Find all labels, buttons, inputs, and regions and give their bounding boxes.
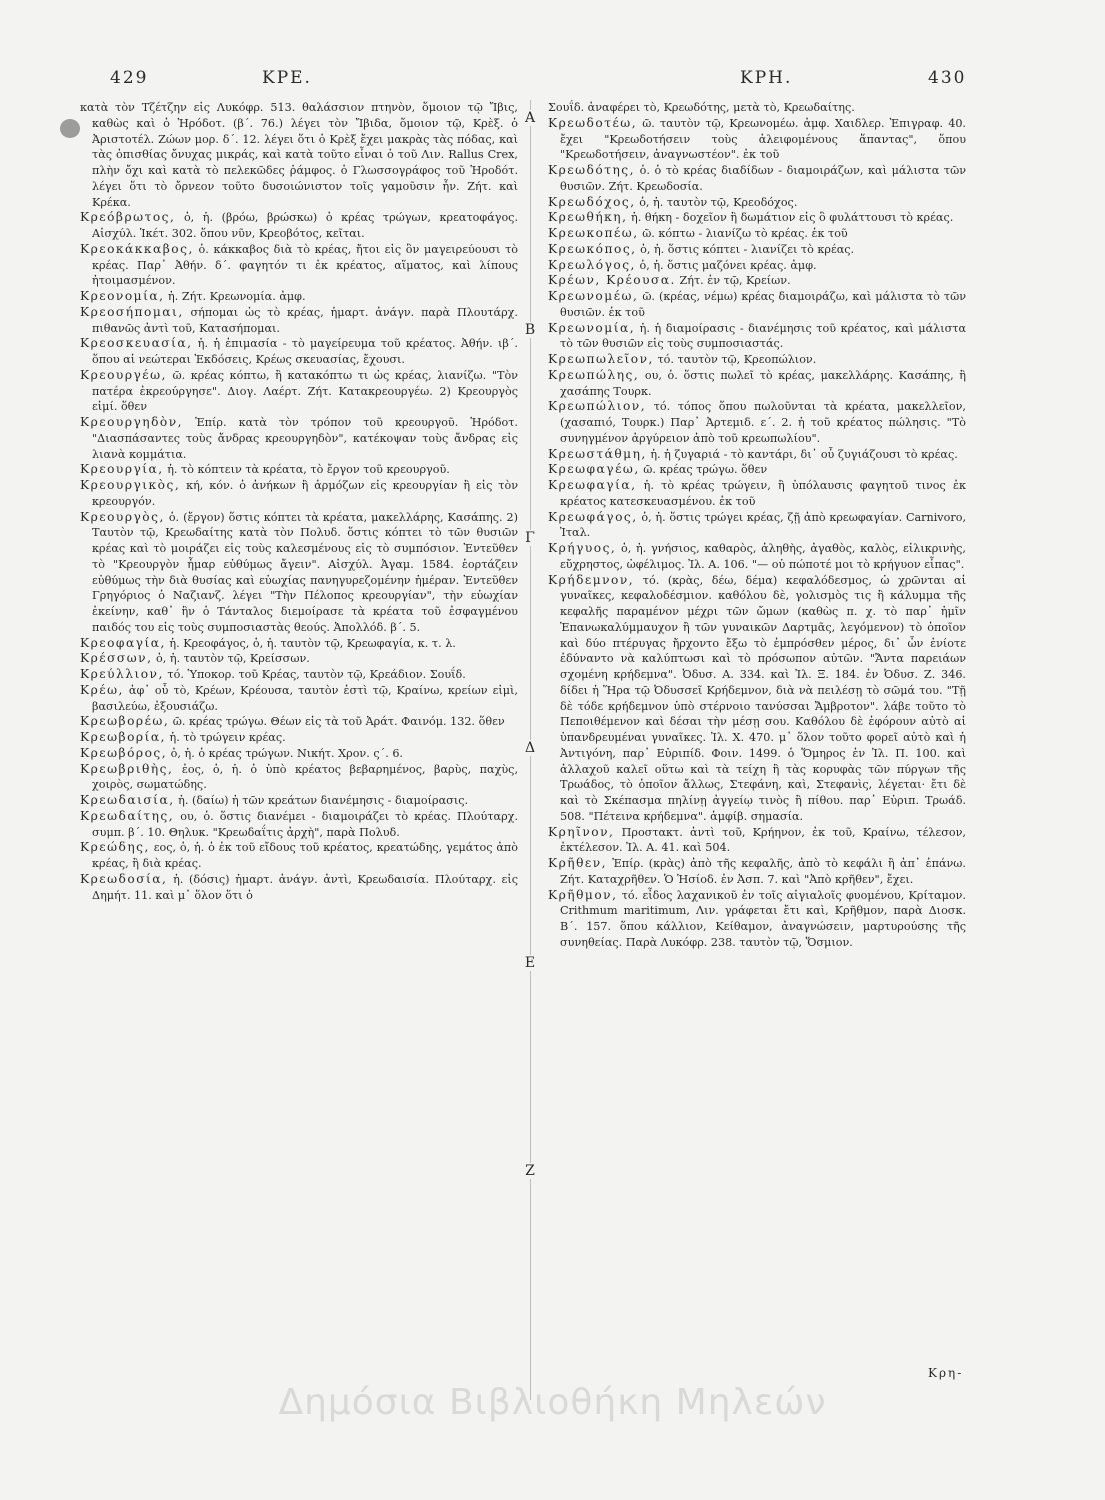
- entry-text: ἐος, ὁ, ἡ. ὁ ὑπὸ κρέατος βεβαρημένος, βαρὺς, παχὺς, χοιρὸς, σωματώδης.: [92, 762, 518, 792]
- dictionary-entry: [548, 856, 966, 888]
- ink-blot: [60, 119, 80, 138]
- entry-lemma: Κρεωκόπος,: [548, 241, 637, 256]
- left-page-number: 429: [110, 68, 149, 88]
- dictionary-entry: [548, 163, 966, 195]
- entry-lemma: Κρεωβορέω,: [80, 714, 170, 729]
- dictionary-entry: [80, 636, 518, 652]
- entry-lemma: Κρεωθήκη,: [548, 210, 628, 225]
- entry-lemma: Κρεωφαγέω,: [548, 462, 640, 477]
- dictionary-entry: [80, 762, 518, 794]
- entry-lemma: Κρεωνομέω,: [548, 289, 639, 303]
- entry-lemma: Κρεωπωλεῖον,: [548, 352, 654, 366]
- entry-lemma: Κρῆθμον,: [548, 887, 618, 902]
- dictionary-entry: [548, 273, 966, 289]
- entry-lemma: Κρεωδοτέω,: [548, 115, 638, 130]
- section-mark-g: Γ: [522, 530, 538, 546]
- dictionary-entry: [548, 100, 966, 116]
- entry-lemma: Κρεωβόρος,: [80, 745, 168, 760]
- dictionary-entry: [548, 478, 966, 510]
- left-running-headword: ΚΡΕ.: [262, 68, 312, 88]
- entry-text: ὁ, ἡ. ὅστις τρώγει κρέας, ζῇ ἀπὸ κρεωφαγίαν. Carnivoro, Ἰταλ.: [560, 510, 966, 540]
- entry-text: ῶ. κρέας τρώγω. Θέων εἰς τὰ τοῦ Ἀράτ. Φαινόμ. 132. ὅθεν: [172, 715, 505, 729]
- entry-lemma: Κρεωφάγος,: [548, 509, 638, 524]
- entry-lemma: Κρεωκοπέω,: [548, 226, 639, 240]
- entry-text: τό. εἶδος λαχανικοῦ ἐν τοῖς αἰγιαλοῖς φυομένου, Κρίταμον. Crithmum maritimum, Λιν. γράφεται ἔτι καὶ, Κρῆθμον, παρὰ Διοσκ. Β΄. 157. ὅπου κάλλιον, Κείθαμον, ἀναγνώσειν, μαρτυρούσης τῆς συνηθείας. Παρὰ Λυκόφρ. 238. ταυτὸν τῷ, Ὅσμιον.: [560, 888, 966, 949]
- dictionary-entry: [548, 116, 966, 163]
- entry-text: κατὰ τὸν Τζέτζην εἰς Λυκόφρ. 513. θαλάσσιον πτηνὸν, ὅμοιον τῷ Ἴβις, καθὼς καὶ ὁ Ἡρόδοτ. (β΄. 76.) λέγει τὸν Ἴβιδα, ὅμοιον τῷ, Κρὲξ. ὁ Ἀριστοτέλ. Ζώων μορ. δ΄. 12. λέγει ὅτι ὁ Κρὲξ ἔχει μακρὰς τὰς πόδας, καὶ τὰς ὀπισθίας ὄνυχας μικράς, καὶ κατὰ τοῦτο εἶναι ὁ τοῦ Λιν. Rallus Crex, πλὴν ὄχι καὶ κατὰ τὸ πελεκῶδες ῥάμφος. ὁ Γλωσσογράφος τοῦ Ἡροδότ. λέγει ὅτι τὸ ὄρνεον τοῦτο δυσοιώνιστον τοῖς γαμοῦσιν ἦν. Ζήτ. καὶ Κρέκα.: [80, 101, 518, 209]
- dictionary-entry: [548, 195, 966, 211]
- entry-lemma: Κρεωστάθμη,: [548, 446, 647, 461]
- entry-text: ου, ὁ. ὅστις πωλεῖ τὸ κρέας, μακελλάρης. Κασάπης, ἢ χασάπης Τουρκ.: [560, 368, 966, 398]
- dictionary-entry: [548, 825, 966, 857]
- entry-text: τό. (κρὰς, δέω, δέμα) κεφαλόδεσμος, ὡ χρῶνται αἱ γυναῖκες, κεφαλοδέσμιον. καθόλου δὲ, γολισμὸς τις ἢ κάλυμμα τῆς κεφαλῆς παραμένον μέχρι τῶν ὤμων (καθὼς π. χ. τὸ παρ᾽ ἡμῖν Ἐπανωκαλύμμαυχον ἢ τῶν γυναικῶν Δαρτμᾶς, λεγόμενον) τὸ ὁποῖον καὶ δύο πτέρυγας ἤρχοντο ἔξω τὸ ἐμπρόσθεν μέρος, δι᾽ ὧν ἐνίοτε ἐδύναντο νὰ καλύπτωσι καὶ τὸ πρόσωπον αὐτῶν. "Ἄντα παρειάων σχομένη κρήδεμνα". Ὀδυσ. Α. 334. καὶ Ἰλ. Ξ. 184. ἐν Ὀδυσ. Ζ. 346. δίδει ἡ Ἥρα τῷ Ὀδυσσεῖ Κρήδεμνον, διὰ νὰ πειλέσῃ τὸ σῶμά του. "Τῇ δὲ τόδε κρήδεμνον ὑπὸ στέρνοιο τανύσσαι Ἄμβροτον". λάβε τοῦτο τὸ Πεποιθέμενον καὶ δέσαι τὴν μέσῃ σου. Καθόλου δὲ ἐφόρουν αὐτὸ αἱ ὑπανδρευμέναι γυναῖκες. Ἰλ. Χ. 470. μ᾽ ὅλον τοῦτο φορεῖ αὐτὸ καὶ ἡ Ἀντιγόνη, παρ᾽ Εὐριπίδ. Φοιν. 1499. ὁ Ὅμηρος ἐν Ἰλ. Π. 100. καὶ ἀλλαχοῦ καλεῖ οὕτω καὶ τὰ τείχη ἢ τὰς κορυφὰς τῶν πύργων τῆς Τρωάδος, τὸ ὁποῖον ἄλλως, Στεφάνη, καὶ, Στεφανὶς, λέγεται· ἔτι δὲ καὶ τὸ Σκέπασμα πηλίνῃ ἀγγείῳ τινὸς ἢ πίθου. παρ᾽ Εὐριπ. Τρωάδ. 508. "Πέτεινα κρήδεμνα". ἀμφίβ. σημασία.: [560, 573, 966, 823]
- entry-lemma: Κρεονομία,: [80, 289, 165, 303]
- dictionary-entry: [80, 683, 518, 715]
- left-column: [80, 100, 518, 1375]
- dictionary-entry: [80, 210, 518, 242]
- entry-lemma: Κρεοσήπομαι,: [80, 304, 184, 319]
- dictionary-entry: [548, 368, 966, 400]
- entry-text: τό. Ὑποκορ. τοῦ Κρέας, ταυτὸν τῷ, Κρεάδιον. Σουΐδ.: [167, 668, 466, 681]
- dictionary-entry: [80, 305, 518, 337]
- right-column: [548, 100, 966, 1390]
- dictionary-entry: [80, 872, 518, 904]
- entry-text: ἡ. τὸ τρώγειν κρέας.: [169, 731, 286, 744]
- dictionary-entry: [80, 651, 518, 667]
- dictionary-entry: [548, 289, 966, 321]
- dictionary-entry: [80, 415, 518, 462]
- dictionary-entry: [80, 667, 518, 683]
- entry-lemma: Κρεουργηδὸν,: [80, 415, 184, 429]
- entry-text: ἡ. (δόσις) ἡμαρτ. ἀνάγν. ἀντὶ, Κρεωδαισία. Πλούταρχ. εἰς Δημήτ. 11. καὶ μ᾽ ὅλον ὅτι ὁ: [92, 872, 518, 902]
- dictionary-entry: [548, 399, 966, 446]
- entry-text: ὁ, ἡ. ταυτὸν τῷ, Κρείσσων.: [156, 652, 310, 666]
- entry-text: Ζήτ. ἐν τῷ, Κρείων.: [679, 274, 791, 288]
- entry-text: ἡ. τὸ κόπτειν τὰ κρέατα, τὸ ἔργον τοῦ κρεουργοῦ.: [167, 463, 450, 477]
- entry-text: κή, κόν. ὁ ἀνήκων ἢ ἁρμόζων εἰς κρεουργίαν ἢ εἰς τὸν κρεουργόν.: [92, 479, 518, 508]
- section-mark-e: Ε: [522, 955, 538, 971]
- entry-lemma: Κρέων, Κρέουσα.: [548, 273, 676, 288]
- entry-lemma: Κρεόβρωτος,: [80, 210, 176, 225]
- dictionary-entry: [548, 541, 966, 573]
- catchword: Κρη-: [928, 1366, 964, 1380]
- dictionary-entry: [80, 510, 518, 636]
- entry-text: Σουΐδ. ἀναφέρει τὸ, Κρεωδότης, μετὰ τὸ, Κρεωδαίτης.: [548, 101, 855, 114]
- dictionary-entry: [80, 336, 518, 368]
- dictionary-entry: [548, 510, 966, 542]
- dictionary-entry: [548, 888, 966, 951]
- entry-lemma: Κρέω,: [80, 682, 124, 697]
- entry-lemma: Κρεοφαγία,: [80, 635, 166, 650]
- dictionary-entry: [80, 478, 518, 510]
- entry-text: ὁ, ἡ. ταυτὸν τῷ, Κρεοδόχος.: [639, 195, 798, 209]
- entry-lemma: Κρεύλλιον,: [80, 667, 164, 681]
- entry-text: Προστακτ. ἀντὶ τοῦ, Κρήηνον, ἐκ τοῦ, Κραίνω, τέλεσον, ἐκτέλεσον. Ἰλ. Α. 41. καὶ 504.: [560, 825, 966, 855]
- entry-text: Ἐπίρ. κατὰ τὸν τρόπον τοῦ κρεουργοῦ. Ἡρόδοτ. "Διασπάσαντες τοὺς ἄνδρας κρεουργηδὸν", κατέκοψαν τοὺς ἄνδρας εἰς λιανὰ κομμάτια.: [92, 416, 518, 461]
- dictionary-entry: [80, 793, 518, 809]
- section-mark-d: Δ: [522, 740, 538, 756]
- dictionary-entry: [80, 840, 518, 872]
- entry-text: ῶ. κρέας κόπτω, ἢ κατακόπτω τι ὡς κρέας, λιανίζω. "Τὸν πατέρα ἐκρεούργησε". Διογ. Λαέρτ. Ζήτ. Κατακρεουργέω. 2) Κρεουργὸς εἰμί. ὅθεν: [92, 368, 518, 414]
- entry-text: ἡ. (δαίω) ἡ τῶν κρεάτων διανέμησις - διαμοίρασις.: [178, 794, 469, 807]
- entry-lemma: Κρεωδότης,: [548, 163, 635, 177]
- entry-lemma: Κρεωδαισία,: [80, 793, 175, 807]
- entry-text: ἡ. τὸ κρέας τρώγειν, ἢ ὑπόλαυσις φαγητοῦ τινος ἐκ κρέατος κατεσκευασμένου. ἐκ τοῦ: [560, 479, 966, 508]
- entry-lemma: Κρεωνομία,: [548, 320, 636, 335]
- entry-lemma: Κρεωδοσία,: [80, 871, 168, 886]
- dictionary-entry: [80, 289, 518, 305]
- dictionary-entry: [80, 100, 518, 210]
- dictionary-entry: [80, 462, 518, 478]
- entry-text: ὁ, ἡ. ὅστις μαζόνει κρέας. ἀμφ.: [639, 258, 817, 272]
- dictionary-entry: [548, 352, 966, 368]
- dictionary-entry: [548, 321, 966, 353]
- entry-lemma: Κρεουργὸς,: [80, 509, 165, 524]
- entry-lemma: Κρεουργέω,: [80, 367, 167, 382]
- entry-lemma: Κρεωπώλιον,: [548, 399, 647, 414]
- entry-text: ὁ, ἡ. ὅστις κόπτει - λιανίζει τὸ κρέας.: [640, 242, 855, 256]
- entry-text: ῶ. ταυτὸν τῷ, Κρεωνομέω. ἀμφ. Χαιδλερ. Ἐπιγραφ. 40. ἔχει "Κρεωδοτήσειν τοὺς ἀλειφομένους ἅπαντας", ὅπου "Κρεωδοτήσειν, ἀναγνωστέον". ἐκ τοῦ: [560, 116, 966, 162]
- dictionary-entry: [80, 730, 518, 746]
- entry-text: ἡ. θήκη - δοχεῖον ἢ δωμάτιον εἰς ὃ φυλάττουσι τὸ κρέας.: [631, 211, 954, 225]
- dictionary-entry: [80, 746, 518, 762]
- entry-lemma: Κρεοσκευασία,: [80, 336, 193, 351]
- entry-text: ὁ. κάκκαβος διὰ τὸ κρέας, ἤτοι εἰς ὃν μαγειρεύουσι τὸ κρέας. Παρ᾽ Ἀθήν. δ΄. φαγητόν τι ἐκ κρέατος, αἵματος, καὶ λίπους ἠτοιμασμένον.: [92, 242, 518, 288]
- entry-lemma: Κρεωβορία,: [80, 730, 166, 744]
- entry-text: ου, ὁ. ὅστις διανέμει - διαμοιράζει τὸ κρέας. Πλούταρχ. συμπ. β΄. 10. Θηλυκ. "Κρεωδαΐτις ἀρχὴ", παρὰ Πολυδ.: [92, 809, 518, 839]
- entry-text: ὁ, ἡ. γνήσιος, καθαρὸς, ἀληθὴς, ἀγαθὸς, καλὸς, εἰλικρινὴς, εὔχρηστος, ὠφέλιμος. Ἰλ. Α. 106. "— οὐ πώποτέ μοι τὸ κρήγυον εἶπας".: [560, 542, 966, 571]
- entry-lemma: Κρεοκάκκαβος,: [80, 241, 194, 256]
- section-mark-a: Α: [522, 110, 538, 126]
- entry-text: ἡ. Κρεοφάγος, ὁ, ἡ. ταυτὸν τῷ, Κρεωφαγία, κ. τ. λ.: [169, 636, 456, 650]
- dictionary-entry: [548, 242, 966, 258]
- entry-text: τό. τόπος ὅπου πωλοῦνται τὰ κρέατα, μακελλεῖον, (χασαπιό, Τουρκ.) Παρ᾽ Ἀρτεμιδ. ε΄. 2. ἡ τοῦ κρέατος πώλησις. "Τὸ συνηγμένον ἀργύρειον ἀπὸ τοῦ κρεωπωλίου".: [560, 400, 966, 445]
- entry-lemma: Κρεωδόχος,: [548, 194, 636, 209]
- entry-lemma: Κρεουργία,: [80, 462, 164, 477]
- entry-text: ὁ, ἡ. ὁ κρέας τρώγων. Νικήτ. Χρον. ς΄. 6.: [170, 746, 403, 760]
- entry-lemma: Κρέσσων,: [80, 651, 153, 666]
- entry-text: εος, ὁ, ἡ. ὁ ἐκ τοῦ εἴδους τοῦ κρέατος, κρεατώδης, γεμάτος ἀπὸ κρέας, ἢ διὰ κρέας.: [92, 841, 518, 870]
- entry-text: ῶ. κρέας τρώγω. ὅθεν: [643, 463, 768, 477]
- entry-lemma: Κρεωλόγος,: [548, 257, 636, 272]
- entry-lemma: Κρεωπώλης,: [548, 367, 640, 382]
- dictionary-entry: [80, 242, 518, 289]
- dictionary-entry: [80, 368, 518, 415]
- entry-text: ὁ. ὁ τὸ κρέας διαδίδων - διαμοιράζων, καὶ μάλιστα τῶν θυσιῶν. Ζήτ. Κρεωδοσία.: [560, 164, 966, 193]
- section-mark-z: Ζ: [522, 1163, 538, 1179]
- library-watermark: Δημόσια Βιβλιοθήκη Μηλεών: [278, 1382, 827, 1423]
- entry-lemma: Κρηῖνον,: [548, 824, 615, 839]
- dictionary-entry: [548, 258, 966, 274]
- entry-text: ἡ. ἡ ἐπιμασία - τὸ μαγείρευμα τοῦ κρέατος. Ἀθήν. ιβ΄. ὅπου αἱ νεώτεραι Ἐκδόσεις, Κρέως σκευασίας, ἔχουσι.: [92, 337, 518, 366]
- entry-text: ἡ. ἡ ζυγαριά - τὸ καντάρι, δι᾽ οὗ ζυγιάζουσι τὸ κρέας.: [650, 447, 958, 461]
- right-running-headword: ΚΡΗ.: [740, 68, 793, 88]
- entry-lemma: Κρήγυος,: [548, 541, 617, 555]
- entry-lemma: Κρεώδης,: [80, 840, 150, 855]
- entry-lemma: Κρῆθεν,: [548, 856, 608, 870]
- entry-text: ἡ. Ζήτ. Κρεωνομία. ἀμφ.: [168, 290, 306, 303]
- entry-text: ἀφ᾽ οὗ τὸ, Κρέων, Κρέουσα, ταυτὸν ἐστὶ τῷ, Κραίνω, κρείων εἰμὶ, βασιλεύω, ἐξουσιάζω.: [92, 683, 518, 713]
- section-mark-b: Β: [522, 322, 538, 338]
- entry-lemma: Κρήδεμνον,: [548, 572, 635, 587]
- dictionary-entry: [548, 462, 966, 478]
- dictionary-entry: [548, 226, 966, 242]
- entry-lemma: Κρεουργικὸς,: [80, 478, 181, 492]
- entry-text: ὁ. (ἔργον) ὅστις κόπτει τὰ κρέατα, μακελλάρης, Κασάπης. 2) Ταυτὸν τῷ, Κρεωδαίτης κατὰ τὸν Πολυδ. ὅστις κόπτει τὸ τῶν θυσιῶν κρέας καὶ τὸ μοιράζει εἰς τοὺς καλεσμένους εἰς τὸ συμπόσιον. Ἐντεῦθεν τὸ "Κρεουργὸν ἦμαρ εὐθύμως ἄγειν". Αἰσχύλ. Ἀγαμ. 1584. ἑορτάζειν εὐθύμως τὴν διὰ θυσίας καὶ εὐωχίας πανηγυρεζομένην ἡμέραν. Ἐντεῦθεν Γρηγόριος ὁ Ναζιανζ. λέγει "Τὴν Πέλοπος κρεουργίαν", τὴν εὐωχίαν ἐκείνην, καθ᾽ ἣν ὁ Τάνταλος διεμοίρασε τὰ κρέατα τοῦ ἐσφαγμένου παιδός του εἰς τοὺς συμποσιαστὰς θεούς. Ἀπολλόδ. β΄. 5.: [92, 510, 518, 634]
- dictionary-entry: [548, 210, 966, 226]
- entry-text: ῶ. κόπτω - λιανίζω τὸ κρέας. ἐκ τοῦ: [642, 227, 848, 240]
- entry-lemma: Κρεωβριθὴς,: [80, 761, 174, 776]
- entry-text: τό. ταυτὸν τῷ, Κρεοπώλιον.: [657, 353, 817, 366]
- right-page-number: 430: [928, 68, 967, 88]
- entry-lemma: Κρεωδαίτης,: [80, 808, 175, 823]
- entry-text: ἡ. ἡ διαμοίρασις - διανέμησις τοῦ κρέατος, καὶ μάλιστα τὸ τῶν θυσιῶν εἰς τοὺς συμποσιαστάς.: [560, 321, 966, 351]
- entry-lemma: Κρεωφαγία,: [548, 478, 637, 492]
- dictionary-entry: [80, 714, 518, 730]
- entry-text: ῶ. (κρέας, νέμω) κρέας διαμοιράζω, καὶ μάλιστα τὸ τῶν θυσιῶν. ἐκ τοῦ: [560, 290, 966, 319]
- dictionary-entry: [548, 447, 966, 463]
- dictionary-entry: [548, 573, 966, 825]
- dictionary-entry: [80, 809, 518, 841]
- entry-text: Ἐπίρ. (κρὰς) ἀπὸ τῆς κεφαλῆς, ἀπὸ τὸ κεφάλι ἢ ἀπ᾽ ἐπάνω. Ζήτ. Καταχρῆθεν. Ὁ Ἡσίοδ. ἐν Ἀσπ. 7. καὶ "Ἀπὸ κρῆθεν", ἔχει.: [560, 857, 966, 886]
- entry-text: σήπομαι ὡς τὸ κρέας, ἡμαρτ. ἀνάγν. παρὰ Πλουτάρχ. πιθανῶς ἀντὶ τοῦ, Κατασήπομαι.: [92, 305, 518, 335]
- entry-text: ὁ, ἡ. (βρόω, βρώσκω) ὁ κρέας τρώγων, κρεατοφάγος. Αἰσχύλ. Ἱκέτ. 302. ὅπου νῦν, Κρεοβότος, κεῖται.: [92, 211, 518, 240]
